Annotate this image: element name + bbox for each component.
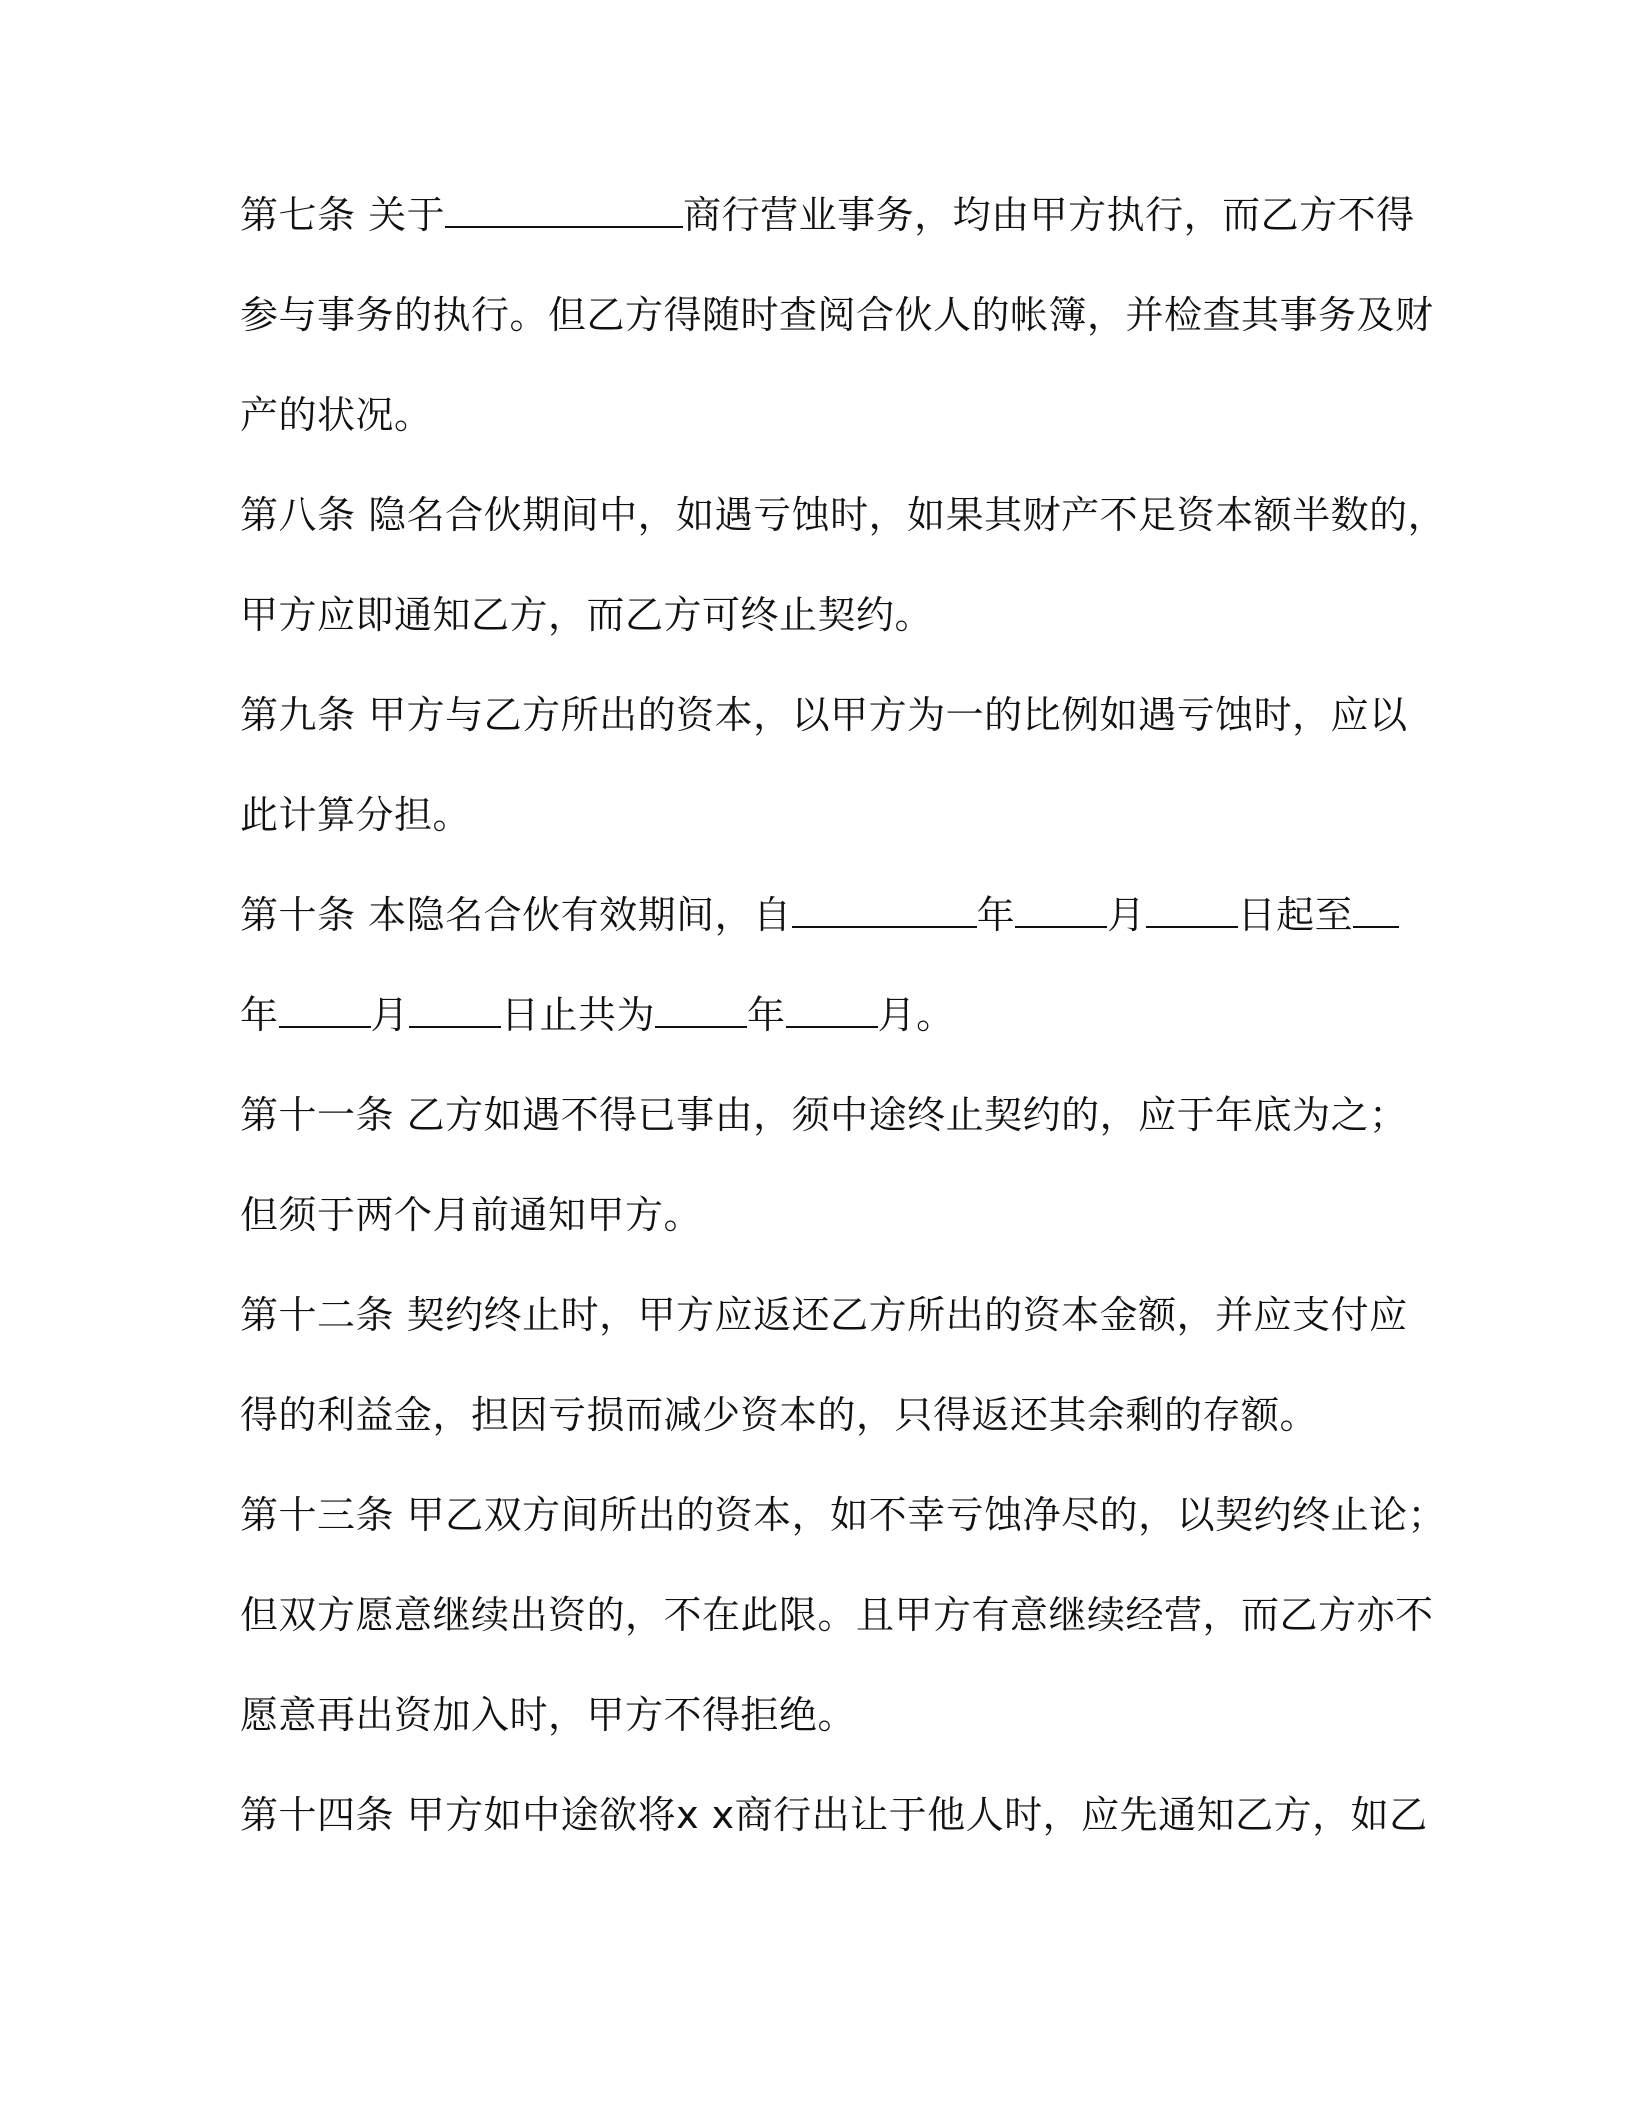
article-10-line-2: [240, 990, 955, 1040]
article-12-line-1: [240, 1290, 1408, 1340]
fill-blank-end-year: [1353, 890, 1399, 928]
article-13-line-3: [240, 1690, 856, 1740]
text-segment: 年: [747, 993, 786, 1037]
fill-blank-start-year: [792, 890, 977, 928]
text-segment: 第十三条 甲乙双方间所出的资本，如不幸亏蚀净尽的，以契约终止论；: [240, 1493, 1447, 1537]
text-segment: 但双方愿意继续出资的，不在此限。且甲方有意继续经营，而乙方亦不: [240, 1593, 1434, 1637]
text-segment: 第九条 甲方与乙方所出的资本，以甲方为一的比例如遇亏蚀时，应以: [240, 693, 1408, 737]
article-8-line-1: [240, 490, 1446, 540]
text-segment: 甲方应即通知乙方，而乙方可终止契约。: [240, 593, 934, 637]
article-14-line-1: [240, 1790, 1428, 1840]
text-segment: 月: [370, 993, 410, 1037]
text-segment: 年: [976, 893, 1016, 937]
article-12-line-2: [240, 1390, 1318, 1440]
article-7-line-3: [240, 390, 433, 440]
text-segment: 第八条 隐名合伙期间中，如遇亏蚀时，如果其财产不足资本额半数的，: [240, 493, 1447, 537]
text-segment: 但须于两个月前通知甲方。: [240, 1193, 703, 1237]
fill-blank-end-month-a: [279, 990, 371, 1028]
text-segment: 日止共为: [501, 993, 656, 1037]
text-segment: 参与事务的执行。但乙方得随时查阅合伙人的帐簿，并检查其事务及财: [240, 293, 1434, 337]
article-11-line-2: [240, 1190, 702, 1240]
article-8-line-2: [240, 590, 933, 640]
article-9-line-1: [240, 690, 1408, 740]
text-segment: 第十一条 乙方如遇不得已事由，须中途终止契约的，应于年底为之；: [240, 1093, 1408, 1137]
text-segment: 第七条 关于: [240, 193, 446, 237]
text-segment: 商行营业事务，均由甲方执行，而乙方不得: [683, 193, 1415, 237]
text-segment: 第十四条 甲方如中途欲将x x商行出让于他人时，应先通知乙方，如乙: [240, 1793, 1428, 1837]
fill-blank-duration-months: [786, 990, 878, 1028]
fill-blank-start-month: [1015, 890, 1107, 928]
text-segment: 月: [1107, 893, 1146, 937]
article-10-line-1: [240, 890, 1399, 940]
fill-blank-end-day: [409, 990, 501, 1028]
text-segment: 此计算分担。: [240, 793, 472, 837]
text-segment: 得的利益金，担因亏损而减少资本的，只得返还其余剩的存额。: [240, 1393, 1319, 1437]
fill-blank-business-name: [445, 190, 683, 228]
article-13-line-1: [240, 1490, 1446, 1540]
article-7-line-1: [240, 190, 1415, 240]
text-segment: 第十条 本隐名合伙有效期间，自: [240, 893, 792, 937]
text-segment: 日起至: [1237, 893, 1354, 937]
article-7-line-2: [240, 290, 1434, 340]
text-segment: 月。: [877, 993, 955, 1037]
text-segment: 第十二条 契约终止时，甲方应返还乙方所出的资本金额，并应支付应: [240, 1293, 1408, 1337]
article-11-line-1: [240, 1090, 1408, 1140]
fill-blank-duration-years: [655, 990, 747, 1028]
text-segment: 愿意再出资加入时，甲方不得拒绝。: [240, 1693, 857, 1737]
article-13-line-2: [240, 1590, 1434, 1640]
fill-blank-start-day: [1146, 890, 1238, 928]
article-9-line-2: [240, 790, 471, 840]
text-segment: 年: [240, 993, 279, 1037]
text-segment: 产的状况。: [240, 393, 433, 437]
